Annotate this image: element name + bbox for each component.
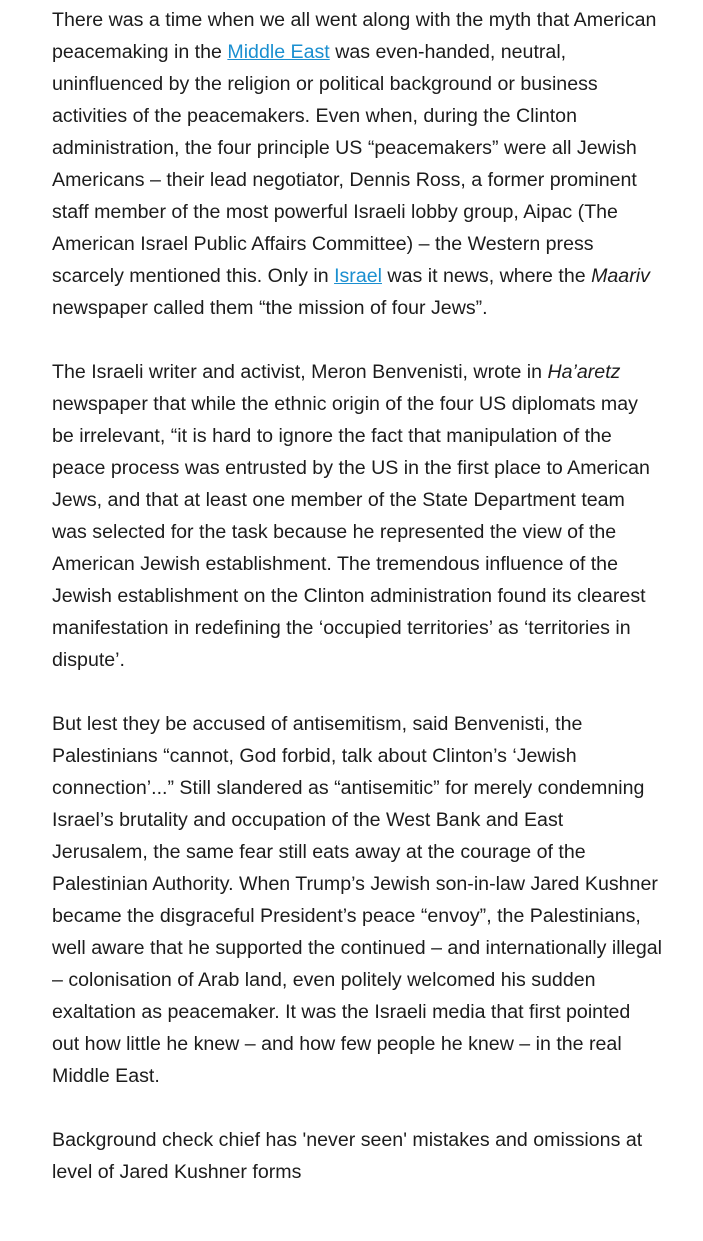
paragraph-1-text-b: was even-handed, neutral, uninfluenced by the religion or political background or business activities of the peacemakers. Even when, during the Clinton administration, the four principle US “peacemakers” were all Jewish Americans – their lead negotiator, Dennis Ross, a former prominent staff member of the most powerful Israeli lobby group, Aipac (The American Israel Public Affairs Committee) – the Western press scarcely mentioned this. Only in <box>52 41 637 287</box>
paragraph-1-text-c: was it news, where the <box>381 265 592 287</box>
newspaper-name-maariv: Maariv <box>591 265 650 287</box>
paragraph-1-text-a: There was a time when we all went along with the myth that American peacemaking in the <box>52 9 657 63</box>
paragraph-2-text-b: newspaper that while the ethnic origin of the four US diplomats may be irrelevant, “it is hard to ignore the fact that manipulation of the peace process was entrusted by the US in the first place to American Jews, and that at least one member of the State Department team was selected for the task because he represented the view of the American Jewish establishment. The tremendous influence of the Jewish establishment on the Clinton administration found its clearest manifestation in redefining the ‘occupied territories’ as ‘territories in dispute’. <box>52 393 650 671</box>
paragraph-1-text-d: newspaper called them “the mission of four Jews”. <box>52 297 488 319</box>
paragraph-3: But lest they be accused of antisemitism, said Benvenisti, the Palestinians “cannot, God forbid, talk about Clinton’s ‘Jewish connection’...” Still slandered as “antisemitic” for merely condemning Israel’s brutality and occupation of the West Bank and East Jerusalem, the same fear still eats away at the courage of the Palestinian Authority. When Trump’s Jewish son-in-law Jared Kushner became the disgraceful President’s peace “envoy”, the Palestinians, well aware that he supported the continued – and internationally illegal – colonisation of Arab land, even politely welcomed his sudden exaltation as peacemaker. It was the Israeli media that first pointed out how little he knew – and how few people he knew – in the real Middle East. <box>52 713 662 1087</box>
article-body <box>52 4 662 1220</box>
link-israel[interactable]: Israel <box>334 265 382 287</box>
paragraph-2 <box>52 356 662 676</box>
related-article-text: Background check chief has 'never seen' mistakes and omissions at level of Jared Kushner forms <box>52 1129 643 1183</box>
newspaper-name-haaretz: Ha’aretz <box>547 361 621 383</box>
link-middle-east[interactable]: Middle East <box>227 41 330 63</box>
paragraph-1 <box>52 4 662 324</box>
paragraph-2-text-a: The Israeli writer and activist, Meron Benvenisti, wrote in <box>52 361 548 383</box>
